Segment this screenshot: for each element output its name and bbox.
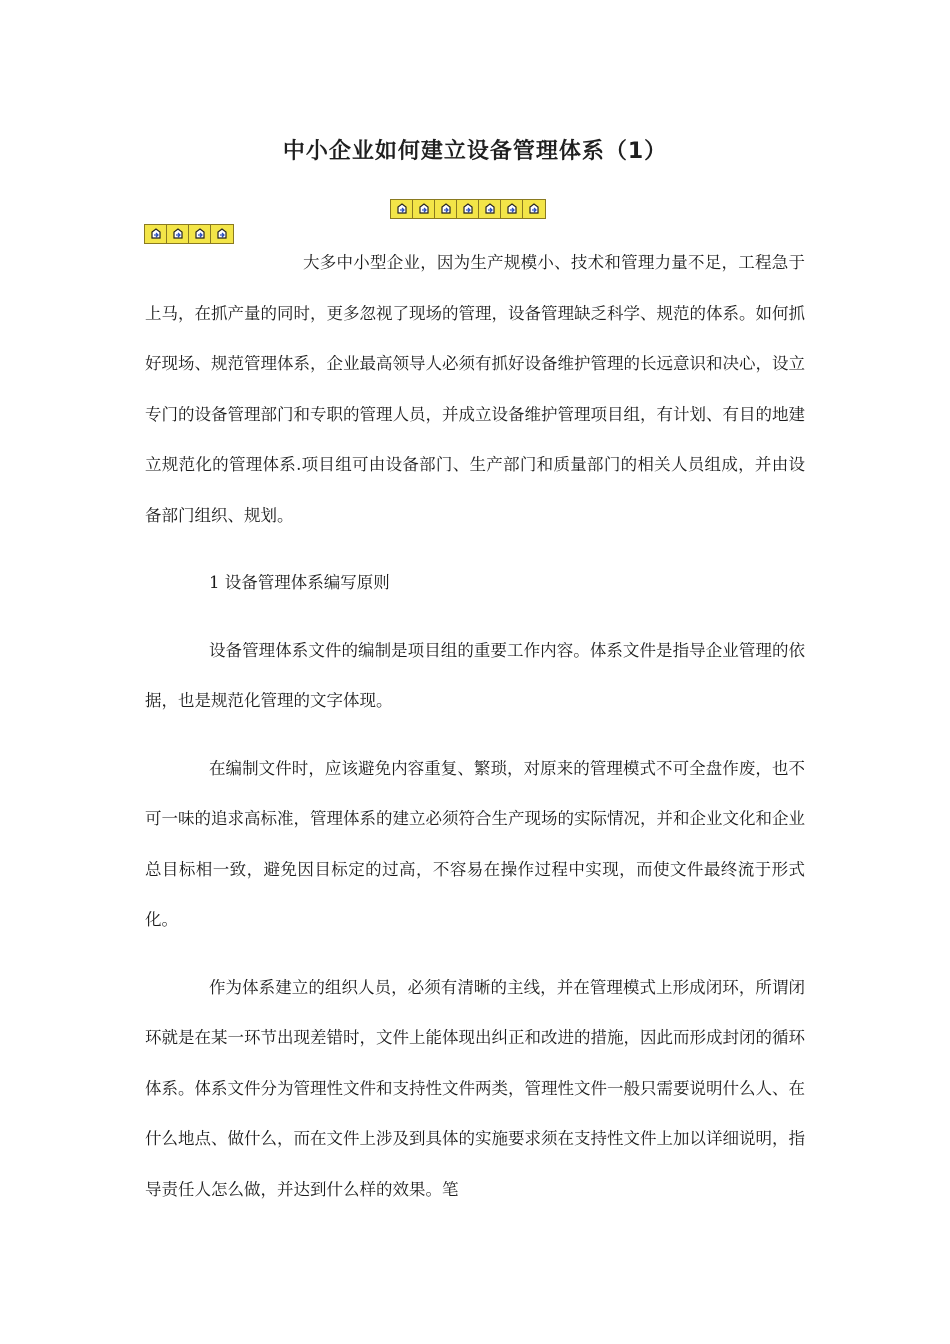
- document-title: 中小企业如何建立设备管理体系（1）: [282, 139, 668, 164]
- gear-arrow-icon: [479, 200, 501, 218]
- gear-arrow-icon: [501, 200, 523, 218]
- paragraph: 设备管理体系文件的编制是项目组的重要工作内容。体系文件是指导企业管理的依据，也是规范化管理的文字体现。: [145, 640, 805, 710]
- gear-arrow-icon: [413, 200, 435, 218]
- icon-strip-top: [390, 199, 546, 219]
- gear-arrow-icon: [457, 200, 479, 218]
- section-heading: 1 设备管理体系编写原则: [209, 573, 390, 592]
- document-body: [145, 238, 805, 1215]
- gear-arrow-icon: [523, 200, 545, 218]
- paragraph-intro: 大多中小型企业，因为生产规模小、技术和管理力量不足，工程急于上马，在抓产量的同时，更多忽视了现场的管理，设备管理缺乏科学、规范的体系。如何抓好现场、规范管理体系，企业最高领导人必须有抓好设备维护管理的长远意识和决心，设立专门的设备管理部门和专职的管理人员，并成立设备维护管理项目组，有计划、有目的地建立规范化的管理体系.项目组可由设备部门、生产部门和质量部门的相关人员组成，并由设备部门组织、规划。: [145, 253, 805, 525]
- gear-arrow-icon: [435, 200, 457, 218]
- gear-arrow-icon: [391, 200, 413, 218]
- paragraph: 作为体系建立的组织人员，必须有清晰的主线，并在管理模式上形成闭环，所谓闭环就是在某一环节出现差错时，文件上能体现出纠正和改进的措施，因此而形成封闭的循环体系。体系文件分为管理性文件和支持性文件两类，管理性文件一般只需要说明什么人、在什么地点、做什么，而在文件上涉及到具体的实施要求须在支持性文件上加以详细说明，指导责任人怎么做，并达到什么样的效果。笔: [145, 977, 805, 1199]
- paragraph: 在编制文件时，应该避免内容重复、繁琐，对原来的管理模式不可全盘作废，也不可一味的追求高标准，管理体系的建立必须符合生产现场的实际情况，并和企业文化和企业总目标相一致，避免因目标定的过高，不容易在操作过程中实现，而使文件最终流于形式化。: [145, 758, 805, 929]
